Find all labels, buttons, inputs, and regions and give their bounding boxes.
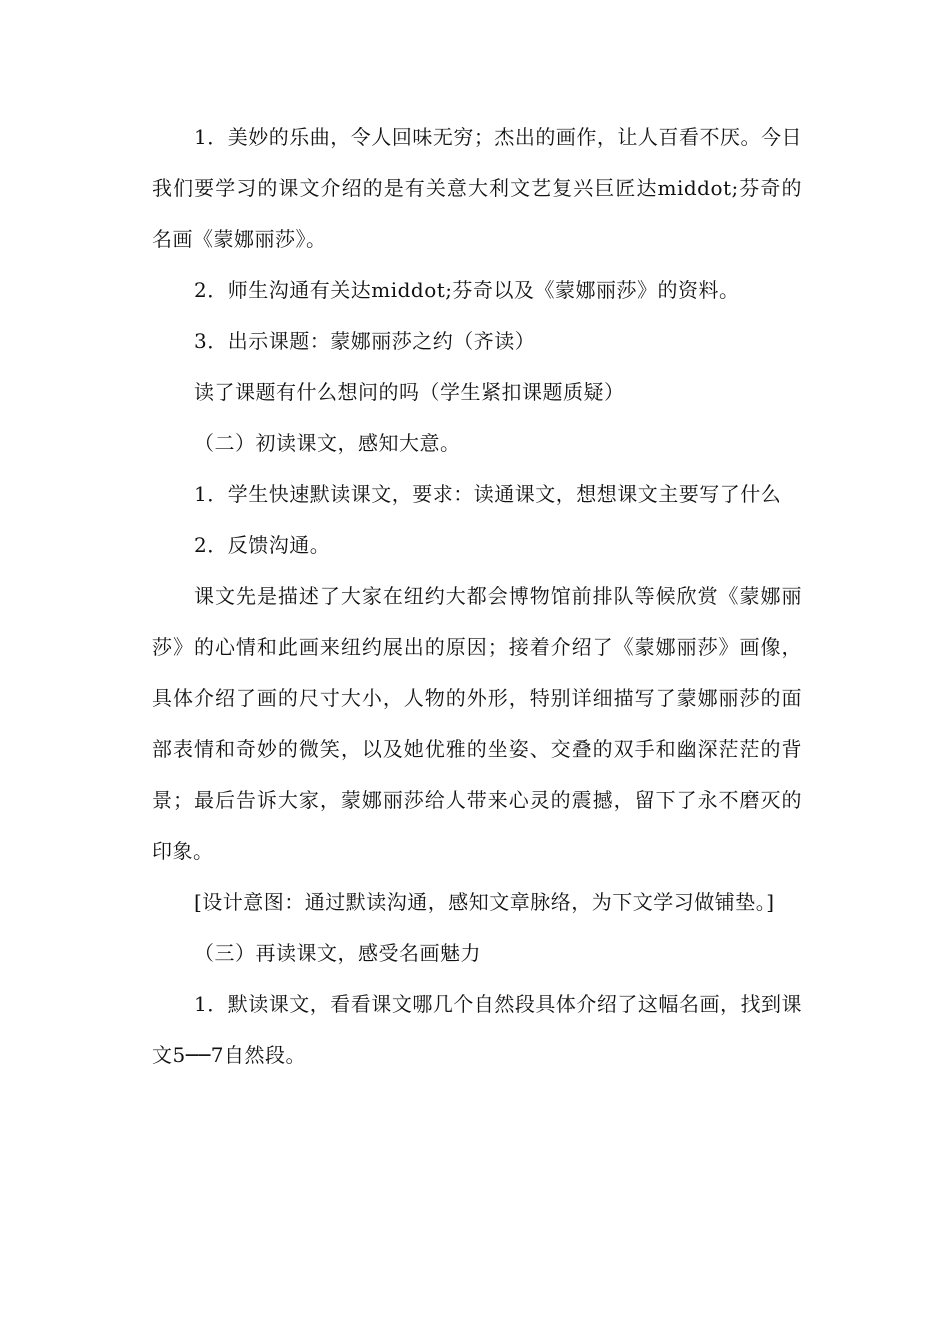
paragraph-feedback: 2．反馈沟通。 bbox=[194, 533, 331, 557]
paragraph-question-title: 读了课题有什么想问的吗（学生紧扣课题质疑） bbox=[194, 380, 625, 404]
section-heading-3: （三）再读课文，感受名画魅力 bbox=[194, 941, 481, 965]
paragraph-summary: 课文先是描述了大家在纽约大都会博物馆前排队等候欣赏《蒙娜丽莎》的心情和此画来纽约展出的原因；接着介绍了《蒙娜丽莎》画像，具体介绍了画的尺寸大小，人物的外形，特别详细描写了蒙娜丽莎的面部表情和奇妙的微笑，以及她优雅的坐姿、交叠的双手和幽深茫茫的背景；最后告诉大家，蒙娜丽莎给人带来心灵的震撼，留下了永不磨灭的印象。 bbox=[152, 584, 802, 863]
paragraph-intro: 1．美妙的乐曲，令人回味无穷；杰出的画作，让人百看不厌。今日我们要学习的课文介绍的是有关意大利文艺复兴巨匠达middot;芬奇的名画《蒙娜丽莎》。 bbox=[152, 125, 802, 251]
paragraph-find-sections: 1．默读课文，看看课文哪几个自然段具体介绍了这幅名画，找到课文5──7自然段。 bbox=[152, 992, 802, 1067]
paragraph-design-intent: [设计意图：通过默读沟通，感知文章脉络，为下文学习做铺垫。] bbox=[194, 890, 775, 914]
paragraph-silent-reading: 1．学生快速默读课文，要求：读通课文，想想课文主要写了什么 bbox=[194, 482, 782, 506]
paragraph-exchange-info: 2．师生沟通有关达middot;芬奇以及《蒙娜丽莎》的资料。 bbox=[194, 278, 740, 302]
paragraph-show-title: 3．出示课题：蒙娜丽莎之约（齐读） bbox=[194, 329, 536, 353]
section-heading-2: （二）初读课文，感知大意。 bbox=[194, 431, 461, 455]
